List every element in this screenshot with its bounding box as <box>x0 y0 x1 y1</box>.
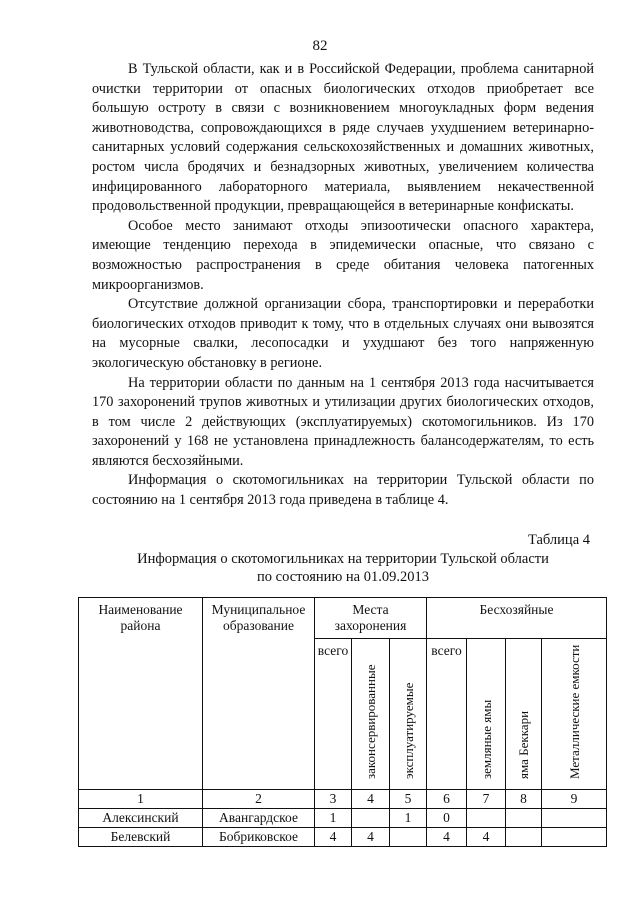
header-total: всего <box>315 639 352 790</box>
table-label: Таблица 4 <box>527 532 590 548</box>
data-table <box>78 597 607 847</box>
column-number: 7 <box>467 790 506 809</box>
column-number: 6 <box>427 790 467 809</box>
header-total-ownerless: всего <box>427 639 467 790</box>
table-title <box>92 550 594 586</box>
table-cell <box>467 809 506 828</box>
table-cell: 4 <box>315 828 352 847</box>
header-beccari-pit: яма Беккари <box>516 710 531 779</box>
page-number: 82 <box>312 38 328 54</box>
table-cell: 4 <box>352 828 390 847</box>
header-earth-pits: земляные ямы <box>478 699 494 779</box>
table-cell <box>352 809 390 828</box>
column-number-row <box>79 790 607 809</box>
header-district: Наименование района <box>79 598 203 790</box>
table-cell: Алексинский <box>79 809 203 828</box>
column-number: 1 <box>79 790 203 809</box>
column-number: 2 <box>203 790 315 809</box>
table-title-line: Информация о скотомогильниках на территории Тульской области <box>137 551 549 567</box>
table-cell <box>542 828 607 847</box>
table-cell: 4 <box>467 828 506 847</box>
table-cell: 1 <box>315 809 352 828</box>
table-cell: Бобриковское <box>203 828 315 847</box>
paragraph: Информация о скотомогильниках на территории Тульской области по состоянию на 1 сентября 2013 года приведена в таблице 4. <box>92 472 594 509</box>
table-cell: 0 <box>427 809 467 828</box>
paragraph: Отсутствие должной организации сбора, транспортировки и переработки биологических отходов приводит к тому, что в отдельных случаях они вывозятся на мусорные свалки, лесопосадки и ухудшают без того напряженную экологическую обстановку в регионе. <box>92 296 594 371</box>
paragraph: В Тульской области, как и в Российской Федерации, проблема санитарной очистки территории от опасных биологических отходов приобретает все большую остроту в связи с возникновением многоукладных форм ведения животноводства, сопровождающихся в ряде случаев ухудшением ветеринарно-санитарных условий содержания сельскохозяйственных и домашних животных, ростом числа бродячих и безнадзорных животных, увеличением количества инфицированного лабораторного материала, выявлением некачественной продовольственной продукции, превращающейся в ветеринарные конфискаты. <box>92 61 594 215</box>
table-cell: Авангардское <box>203 809 315 828</box>
header-burial-places: Места захоронения <box>315 598 427 639</box>
table-cell <box>506 828 542 847</box>
table-cell: 1 <box>390 809 427 828</box>
table-cell: 4 <box>427 828 467 847</box>
table-cell <box>506 809 542 828</box>
header-metal-cell <box>542 639 607 790</box>
table-cell <box>542 809 607 828</box>
table-row <box>79 828 607 847</box>
column-number: 5 <box>390 790 427 809</box>
paragraph: На территории области по данным на 1 сентября 2013 года насчитывается 170 захоронений трупов животных и утилизации других биологических отходов, в том числе 2 действующих (эксплуатируемых) скотомогильников. Из 170 захоронений у 168 не установлена принадлежность балансодержателям, то есть являются бесхозяйными. <box>92 374 594 469</box>
table-cell: Белевский <box>79 828 203 847</box>
header-ownerless: Бесхозяйные <box>427 598 607 639</box>
table-cell <box>390 828 427 847</box>
table-title-line: по состоянию на 01.09.2013 <box>257 569 429 585</box>
column-number: 8 <box>506 790 542 809</box>
header-earth-pits-cell <box>467 639 506 790</box>
paragraph: Особое место занимают отходы эпизоотически опасного характера, имеющие тенденцию перехода в эпидемически опасные, что связано с возможностью распространения в среде обитания человека патогенных микроорганизмов. <box>92 217 594 293</box>
body-text <box>92 60 594 511</box>
column-number: 9 <box>542 790 607 809</box>
header-row <box>79 598 607 639</box>
column-number: 4 <box>352 790 390 809</box>
header-operated-cell <box>390 639 427 790</box>
column-number: 3 <box>315 790 352 809</box>
table-row <box>79 809 607 828</box>
header-conserved-cell <box>352 639 390 790</box>
header-conserved: законсервированные <box>363 664 378 779</box>
header-beccari-cell <box>506 639 542 790</box>
header-operated: эксплуатируемые <box>400 682 416 779</box>
header-municipality: Муниципальное образование <box>203 598 315 790</box>
header-metal-containers: Металлические емкости <box>566 644 582 779</box>
